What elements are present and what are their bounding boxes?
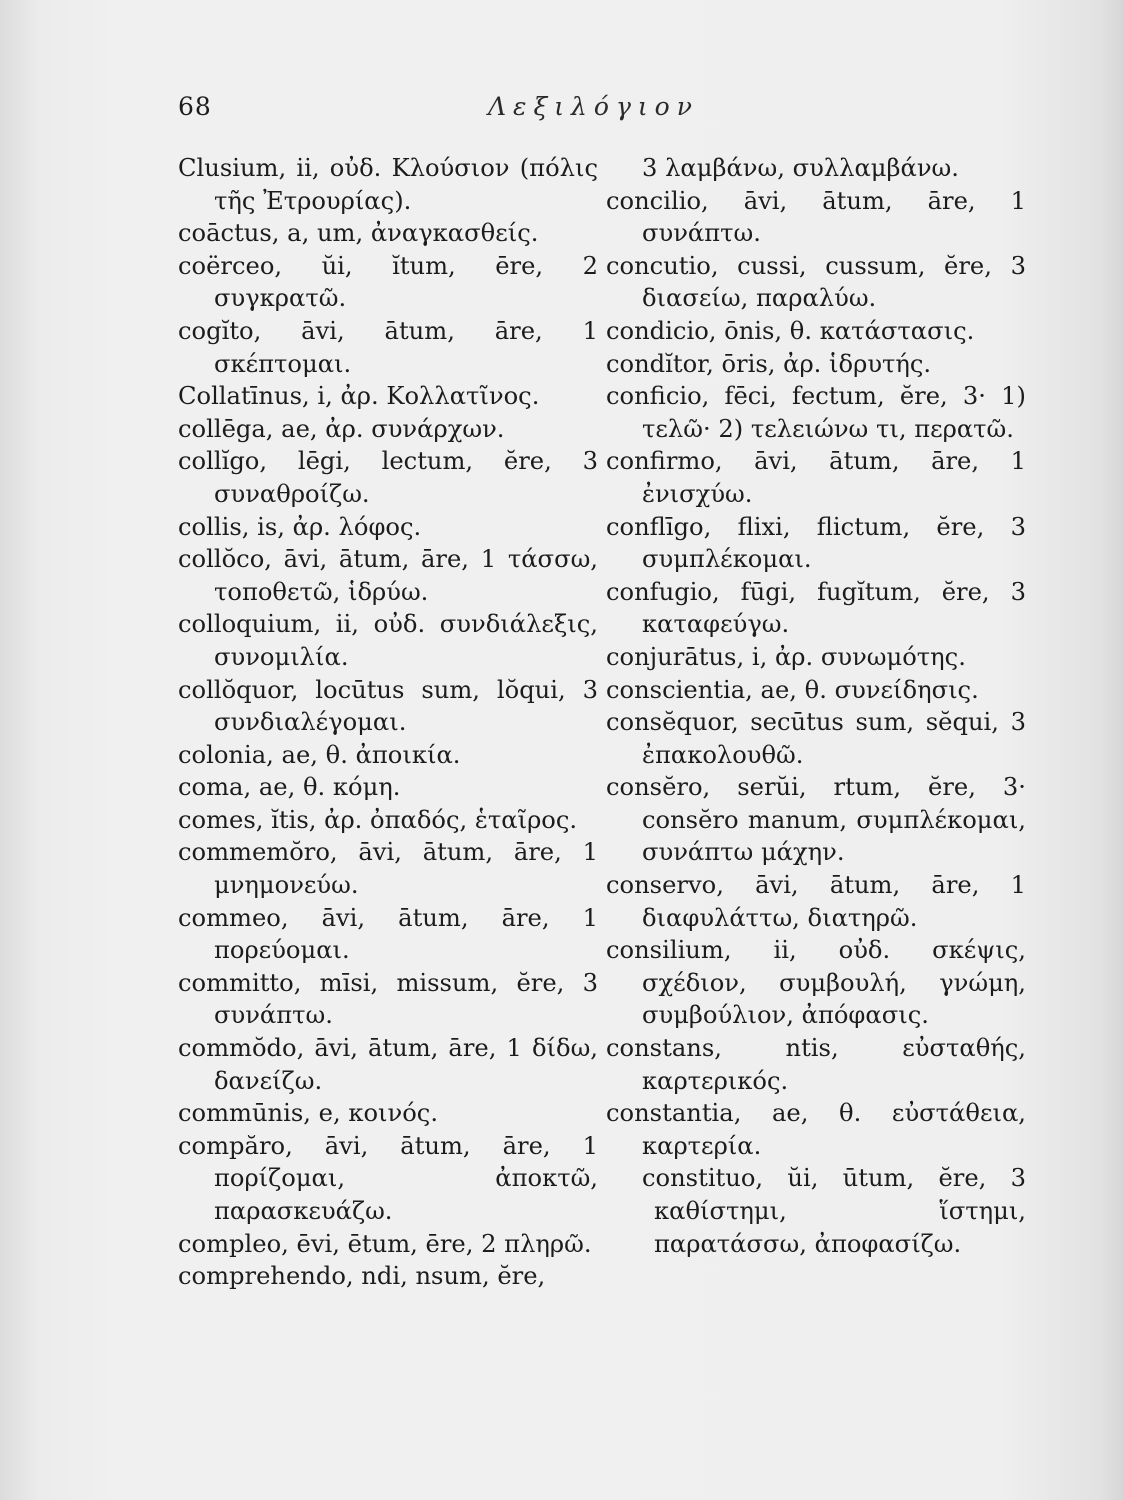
dictionary-entry: collis, is, ἀρ. λόφος. <box>178 512 422 541</box>
dictionary-entry: conscientia, ae, θ. συνείδησις. <box>606 675 979 704</box>
dictionary-entry: compăro, āvi, ātum, āre, 1 πορίζομαι, ἀποκτῶ, παρασκευάζω. <box>178 1131 598 1225</box>
dictionary-entry: commŏdo, āvi, ātum, āre, 1 δίδω, δανείζω. <box>178 1034 598 1095</box>
dictionary-entry: colonia, ae, θ. ἀποικία. <box>178 740 461 769</box>
dictionary-entry: comes, ĭtis, ἀρ. ὀπαδός, ἑταῖρος. <box>178 805 578 834</box>
page-header <box>0 92 1123 132</box>
dictionary-entry: consĕro, serŭi, rtum, ĕre, 3· consĕro manum, συμπλέκομαι, συνάπτω μάχην. <box>606 773 1026 867</box>
dictionary-entry: confugio, fūgi, fugĭtum, ĕre, 3 καταφεύγω. <box>606 577 1026 639</box>
dictionary-entry: Clusium, ii, οὐδ. Κλούσιον (πόλις τῆς Ἐτρουρίας). <box>178 154 598 215</box>
dictionary-entry: commūnis, e, κοινός. <box>178 1099 439 1128</box>
dictionary-entry: comprehendo, ndi, nsum, ĕre, <box>178 1262 546 1291</box>
dictionary-entry: conficio, fēci, fectum, ĕre, 3· 1) τελῶ· 2) τελειώνω τι, περατῶ. <box>606 382 1026 443</box>
left-column <box>178 152 598 1293</box>
right-column <box>606 152 1026 1260</box>
dictionary-entry: cogĭto, āvi, ātum, āre, 1 σκέπτομαι. <box>178 316 598 378</box>
page-number: 68 <box>178 92 212 121</box>
dictionary-entry: constantia, ae, θ. εὐστάθεια, καρτερία. <box>606 1099 1026 1160</box>
dictionary-entry: condicio, ōnis, θ. κατάστασις. <box>606 316 975 345</box>
dictionary-entry: collēga, ae, ἀρ. συνάρχων. <box>178 414 505 443</box>
dictionary-entry: committo, mīsi, missum, ĕre, 3 συνάπτω. <box>178 968 598 1030</box>
dictionary-entry: collĭgo, lēgi, lectum, ĕre, 3 συναθροίζω. <box>178 447 598 508</box>
dictionary-entry: conflīgo, flixi, flictum, ĕre, 3 συμπλέκομαι. <box>606 512 1026 574</box>
dictionary-entry-continuation: 3 λαμβάνω, συλλαμβάνω. <box>642 154 959 182</box>
dictionary-entry: collŏquor, locūtus sum, lŏqui, 3 συνδιαλέγομαι. <box>178 675 598 737</box>
dictionary-entry: constituo, ŭi, ūtum, ĕre, 3 καθίστημι, ἵστημι, παρατάσσω, ἀποφασίζω. <box>642 1164 1026 1258</box>
dictionary-entry: consilium, ii, οὐδ. σκέψις, σχέδιον, συμβουλή, γνώμη, συμβούλιον, ἀπόφασις. <box>606 936 1026 1030</box>
dictionary-entry: colloquium, ii, οὐδ. συνδιάλεξις, συνομιλία. <box>178 610 598 671</box>
dictionary-entry: coma, ae, θ. κόμη. <box>178 773 401 802</box>
dictionary-entry: concilio, āvi, ātum, āre, 1 συνάπτω. <box>606 186 1026 248</box>
dictionary-entry: Collatīnus, i, ἀρ. Κολλατῖνος. <box>178 382 540 411</box>
dictionary-entry: commeo, āvi, ātum, āre, 1 πορεύομαι. <box>178 903 598 965</box>
dictionary-entry: consĕquor, secūtus sum, sĕqui, 3 ἐπακολουθῶ. <box>606 708 1026 769</box>
dictionary-entry: compleo, ēvi, ētum, ēre, 2 πληρῶ. <box>178 1229 592 1258</box>
dictionary-entry: commemŏro, āvi, ātum, āre, 1 μνημονεύω. <box>178 838 598 900</box>
dictionary-entry: concutio, cussi, cussum, ĕre, 3 διασείω, παραλύω. <box>606 251 1026 313</box>
dictionary-entry: collŏco, āvi, ātum, āre, 1 τάσσω, τοποθετῶ, ἱδρύω. <box>178 545 598 606</box>
dictionary-entry: confirmo, āvi, ātum, āre, 1 ἐνισχύω. <box>606 447 1026 508</box>
dictionary-entry: coāctus, a, um, ἀναγκασθείς. <box>178 219 539 248</box>
dictionary-entry: conservo, āvi, ātum, āre, 1 διαφυλάττω, διατηρῶ. <box>606 871 1026 932</box>
dictionary-entry: coërceo, ŭi, ĭtum, ēre, 2 συγκρατῶ. <box>178 251 598 313</box>
running-title: Λεξιλόγιον <box>488 92 699 121</box>
dictionary-entry: constans, ntis, εὐσταθής, καρτερικός. <box>606 1034 1026 1095</box>
dictionary-entry: conjurātus, i, ἀρ. συνωμότης. <box>606 642 966 671</box>
dictionary-entry: condĭtor, ōris, ἀρ. ἱδρυτής. <box>606 349 932 378</box>
